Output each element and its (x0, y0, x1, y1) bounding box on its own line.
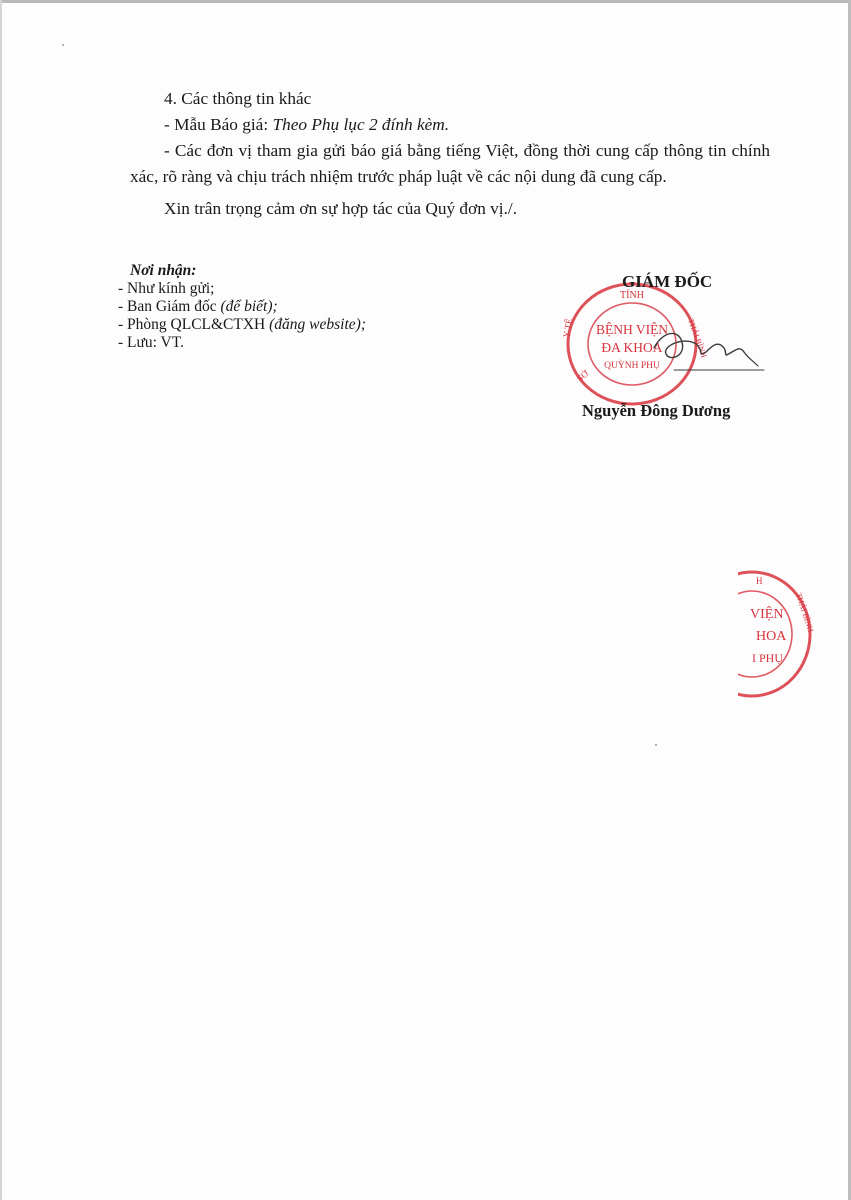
scan-top-edge (0, 0, 851, 3)
bullet-quote-form-italic: Theo Phụ lục 2 đính kèm. (272, 115, 450, 134)
recipient-item: - Lưu: VT. (118, 334, 184, 351)
partial-seal-icon (738, 566, 848, 706)
seal-line-3: QUỲNH PHỤ (604, 361, 660, 371)
recipient-item (118, 298, 366, 316)
seal-line-1: BỆNH VIỆN (595, 322, 669, 337)
recipient-item: - Như kính gửi; (118, 280, 215, 297)
letter-body (130, 86, 770, 222)
scan-left-edge (0, 0, 2, 1200)
partial-seal-ring-top: H (756, 576, 763, 586)
signer-title: GIÁM ĐỐC (622, 272, 713, 291)
signer-name: Nguyễn Đông Dương (582, 401, 731, 420)
partial-seal-line-1: VIỆN (750, 607, 784, 622)
seal-line-2: ĐA KHOA (601, 340, 663, 355)
recipient-item-italic: (để biết); (220, 298, 278, 315)
recipient-item-italic: (đăng website); (269, 316, 366, 333)
recipient-item-prefix: - Phòng QLCL&CTXH (118, 316, 270, 333)
partial-seal-line-3: I PHỤ (752, 651, 784, 665)
seal-top-text: TỈNH (620, 290, 644, 301)
recipients-title: Nơi nhận: (130, 262, 197, 279)
signature-block (560, 268, 810, 438)
scan-speck (655, 744, 657, 746)
scan-speck (62, 44, 64, 46)
bullet-requirements: - Các đơn vị tham gia gửi báo giá bằng tiếng Việt, đồng thời cung cấp thông tin chính xác, rõ ràng và chịu trách nhiệm trước pháp luật về các nội dung đã cung cấp. (130, 141, 770, 186)
recipient-item-prefix: - Ban Giám đốc (118, 298, 221, 315)
seal-ring-left: Y TẾ (561, 317, 575, 339)
seal-ring-right: THÁI BÌNH (686, 317, 709, 359)
bullet-quote-form-prefix: - Mẫu Báo giá: (164, 115, 273, 134)
section-heading: 4. Các thông tin khác (164, 89, 312, 108)
recipient-item (118, 316, 366, 334)
seal-ring-bottom: SỞ (574, 368, 591, 384)
closing-line: Xin trân trọng cảm ơn sự hợp tác của Quý đơn vị./. (164, 199, 518, 218)
partial-seal-ring-right: THÁI BÌNH (794, 591, 816, 634)
partial-seal-line-2: HOA (756, 629, 787, 644)
recipients-block (118, 262, 366, 352)
handwritten-signature-icon (648, 322, 768, 382)
bullet-quote-form (130, 112, 770, 138)
